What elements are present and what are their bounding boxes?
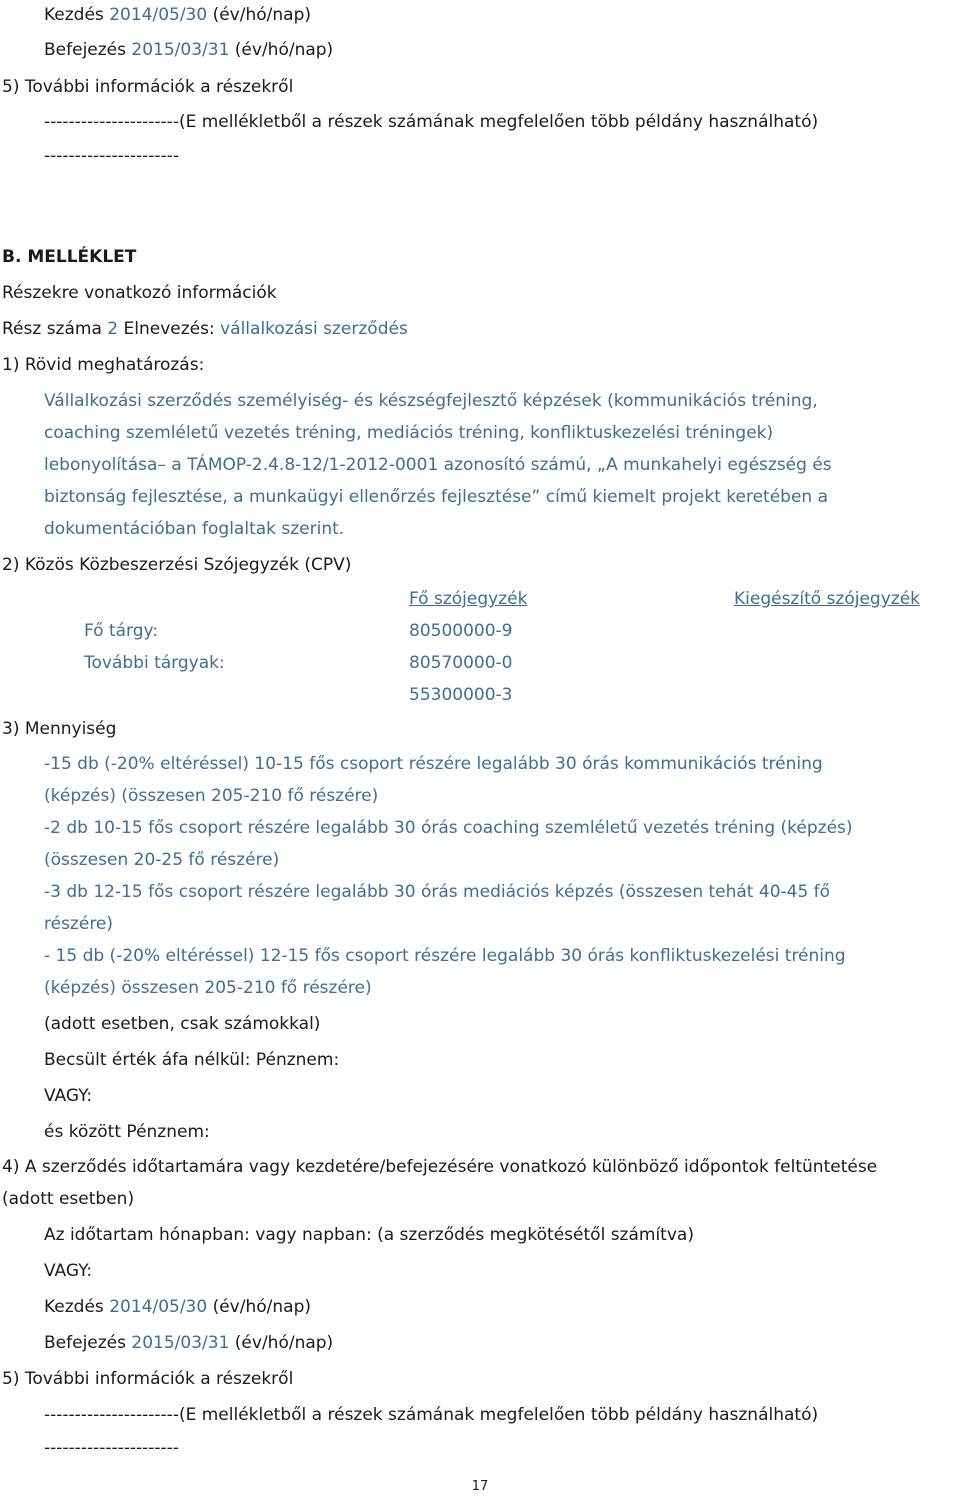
start-date: 2014/05/30	[109, 5, 208, 25]
date-format: (év/hó/nap)	[234, 40, 334, 60]
end-date: 2015/03/31	[131, 40, 230, 60]
date-format: (év/hó/nap)	[212, 1297, 311, 1317]
short-desc-line: coaching szemléletű vezetés tréning, mediációs tréning, konfliktuskezelési tréningek)	[44, 423, 774, 443]
short-desc-line: biztonság fejlesztése, a munkaügyi ellenőrzés fejlesztése” című kiemelt projekt keretében a	[44, 487, 829, 507]
start-date-row	[44, 4, 311, 26]
quantity-heading: 3) Mennyiség	[2, 719, 117, 739]
duration-text: Az időtartam hónapban: vagy napban: (a szerződés megkötésétől számítva)	[44, 1225, 694, 1245]
estimate-label: Becsült érték áfa nélkül: Pénznem:	[44, 1050, 340, 1070]
page-number: 17	[471, 1479, 489, 1494]
date-format: (év/hó/nap)	[212, 5, 311, 25]
start-date-row	[44, 1296, 311, 1318]
end-label: Befejezés	[44, 40, 126, 60]
short-desc-line: Vállalkozási szerződés személyiség- és készségfejlesztő képzések (kommunikációs tréning,	[44, 391, 818, 411]
numbers-note: (adott esetben, csak számokkal)	[44, 1014, 321, 1034]
quantity-line: részére)	[44, 914, 114, 934]
cpv-more-label: További tárgyak:	[84, 653, 225, 673]
info-heading: 5) További információk a részekről	[2, 1369, 294, 1389]
cpv-more-code: 55300000-3	[409, 685, 513, 705]
annex-subtitle: Részekre vonatkozó információk	[2, 283, 277, 303]
separator-tail: ----------------------	[44, 146, 179, 166]
quantity-line: -3 db 12-15 fős csoport részére legalább 30 órás mediációs képzés (összesen tehát 40-45 fő	[44, 882, 831, 902]
part-row	[2, 318, 408, 340]
duration-heading: 4) A szerződés időtartamára vagy kezdetére/befejezésére vonatkozó különböző időpontok feltüntetése	[2, 1157, 878, 1177]
cpv-heading: 2) Közös Közbeszerzési Szójegyzék (CPV)	[2, 555, 352, 575]
date-format: (év/hó/nap)	[234, 1333, 334, 1353]
end-date-row	[44, 1332, 333, 1354]
start-label: Kezdés	[44, 1297, 104, 1317]
separator-line: ----------------------(E mellékletből a részek számának megfelelően több példány használható)	[44, 112, 819, 132]
cpv-more-code: 80570000-0	[409, 653, 513, 673]
separator-line: ----------------------(E mellékletből a részek számának megfelelően több példány használható)	[44, 1405, 819, 1425]
cpv-supp-header: Kiegészítő szójegyzék	[734, 589, 920, 609]
or-label: VAGY:	[44, 1086, 93, 1106]
cpv-main-label: Fő tárgy:	[84, 621, 159, 641]
cpv-main-header: Fő szójegyzék	[409, 589, 528, 609]
quantity-line: (összesen 20-25 fő részére)	[44, 850, 280, 870]
quantity-line: -15 db (-20% eltéréssel) 10-15 fős csoport részére legalább 30 órás kommunikációs tréning	[44, 754, 823, 774]
quantity-line: (képzés) összesen 205-210 fő részére)	[44, 978, 372, 998]
between-label: és között Pénznem:	[44, 1122, 210, 1142]
separator-tail: ----------------------	[44, 1438, 179, 1458]
quantity-line: -2 db 10-15 fős csoport részére legalább 30 órás coaching szemléletű vezetés tréning (képzés)	[44, 818, 853, 838]
name-value: vállalkozási szerződés	[220, 319, 408, 339]
short-desc-line: lebonyolítása– a TÁMOP-2.4.8-12/1-2012-0001 azonosító számú, „A munkahelyi egészség és	[44, 455, 832, 475]
short-desc-heading: 1) Rövid meghatározás:	[2, 355, 205, 375]
start-date: 2014/05/30	[109, 1297, 208, 1317]
cpv-main-code: 80500000-9	[409, 621, 513, 641]
or-label: VAGY:	[44, 1261, 93, 1281]
quantity-line: - 15 db (-20% eltéréssel) 12-15 fős csoport részére legalább 30 órás konfliktuskezelési tréning	[44, 946, 846, 966]
start-label: Kezdés	[44, 5, 104, 25]
quantity-line: (képzés) (összesen 205-210 fő részére)	[44, 786, 379, 806]
end-label: Befejezés	[44, 1333, 126, 1353]
duration-heading-cont: (adott esetben)	[2, 1189, 135, 1209]
part-label: Rész száma	[2, 319, 102, 339]
end-date-row	[44, 39, 333, 61]
part-number: 2	[107, 319, 119, 339]
info-heading: 5) További információk a részekről	[2, 77, 294, 97]
end-date: 2015/03/31	[131, 1333, 230, 1353]
name-label: Elnevezés:	[123, 319, 215, 339]
short-desc-line: dokumentációban foglaltak szerint.	[44, 519, 345, 539]
annex-title: B. MELLÉKLET	[2, 247, 137, 267]
